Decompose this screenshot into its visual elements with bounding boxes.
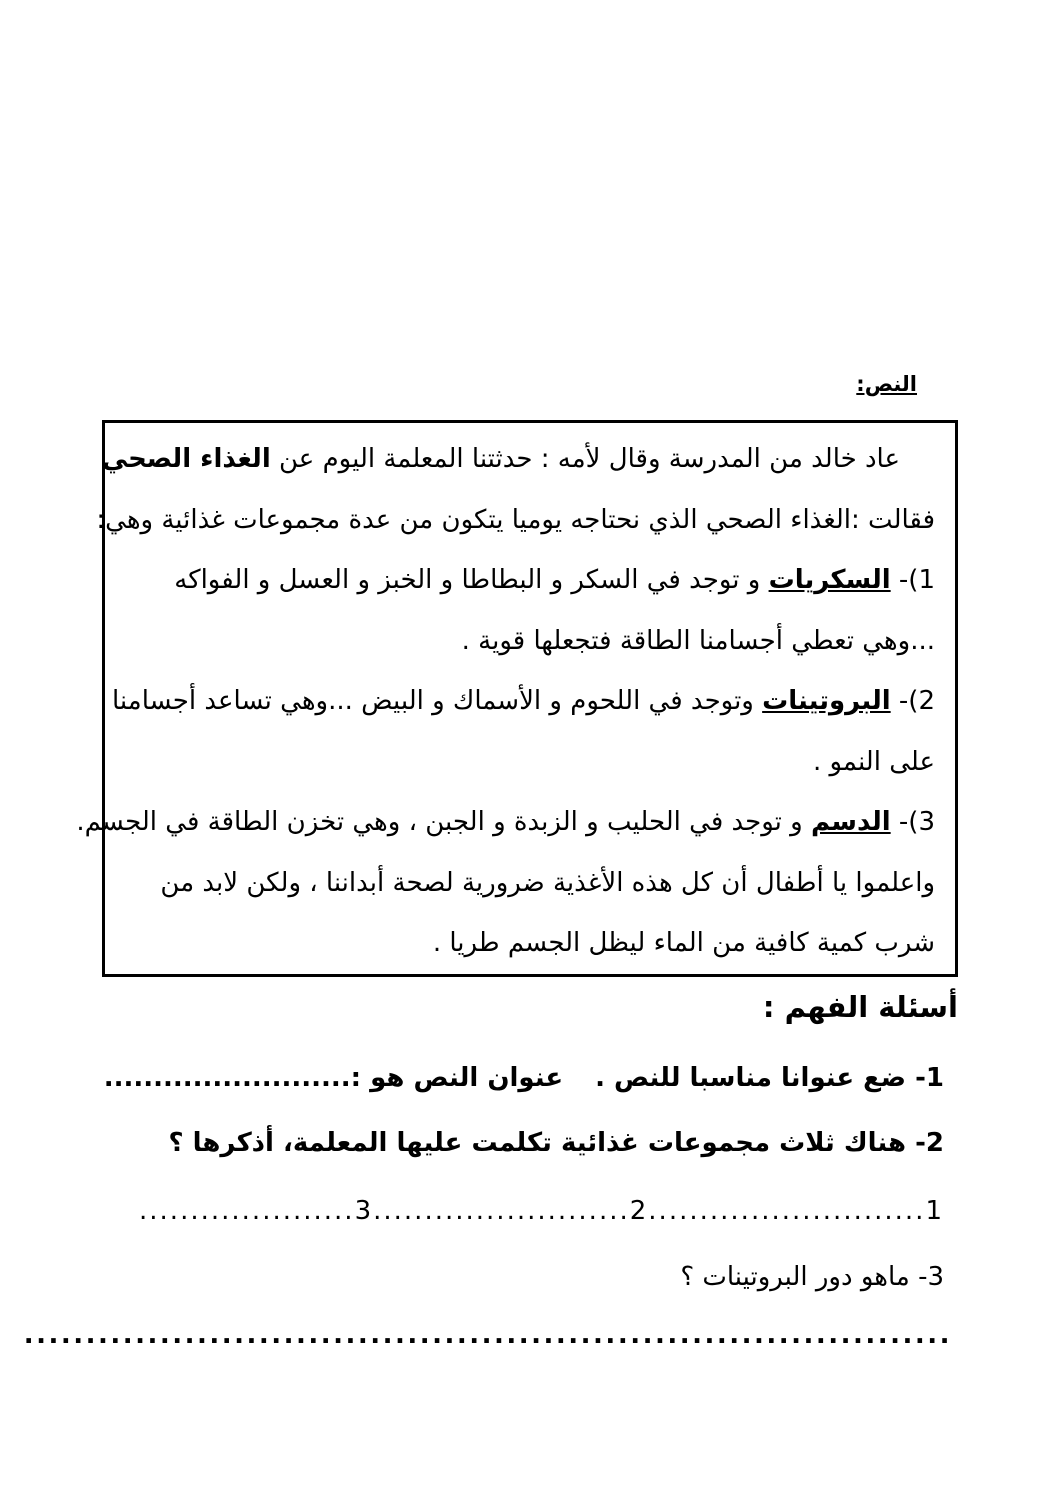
passage-text: واعلموا يا أطفال أن كل هذه الأغذية ضرورية لصحة أبداننا ، ولكن لابد من (160, 867, 935, 898)
passage-line-item-2 (112, 671, 935, 732)
question-3 (680, 1262, 944, 1292)
item-number: 1)- (890, 565, 935, 595)
passage-text: و توجد في السكر و البطاطا و الخبز و العسل و الفواكه (174, 565, 769, 595)
passage-text: وتوجد في اللحوم و الأسماك و البيض ...وهي تساعد أجسامنا (112, 686, 763, 716)
question-2 (168, 1128, 944, 1158)
passage-box (76, 420, 958, 977)
passage-text: شرب كمية كافية من الماء ليظل الجسم طريا . (432, 928, 935, 958)
section-label: النص: (856, 372, 917, 396)
item-term: البروتينات (762, 686, 891, 716)
question-1-answer-lead: عنوان النص هو :......................... (103, 1063, 564, 1093)
item-term: الدسم (811, 807, 891, 837)
passage-text: ...وهي تعطي أجسامنا الطاقة فتجعلها قوية . (461, 625, 935, 656)
question-2-answer-blanks: 1...........................2.........................3..................... (139, 1196, 944, 1226)
passage-line (125, 913, 935, 974)
item-number: 2)- (890, 686, 935, 716)
question-3-prompt: 3- ماهو دور البروتينات ؟ (680, 1262, 944, 1292)
passage-line (101, 429, 935, 490)
passage-line (125, 853, 935, 914)
passage-line-item-3 (76, 792, 935, 853)
question-2-prompt: 2- هناك ثلاث مجموعات غذائية تكلمت عليها المعلمة، أذكرها ؟ (168, 1128, 944, 1158)
question-1-prompt: 1- ضع عنوانا مناسبا للنص . (595, 1063, 944, 1093)
question-1 (104, 1063, 944, 1093)
passage-text: و توجد في الحليب و الزبدة و الجبن ، وهي تخزن الطاقة في الجسم. (76, 807, 811, 837)
item-term: السكريات (768, 565, 891, 595)
passage-text: عاد خالد من المدرسة وقال لأمه : حدثتنا المعلمة اليوم عن (270, 444, 900, 474)
passage-text: فقالت :الغذاء الصحي الذي نحتاجه يوميا يتكون من عدة مجموعات غذائية وهي: (96, 504, 935, 535)
passage-line (125, 611, 935, 672)
passage-bold-phrase: الغذاء الصحي (101, 444, 271, 474)
item-number: 3)- (890, 807, 935, 837)
passage-line (96, 490, 935, 551)
question-3-answer-dotted-line: ........................................................................... (23, 1320, 952, 1350)
passage-line-item-1 (125, 550, 935, 611)
passage-text: على النمو . (812, 746, 935, 777)
comprehension-heading: أسئلة الفهم : (762, 990, 958, 1024)
passage-line (125, 732, 935, 793)
